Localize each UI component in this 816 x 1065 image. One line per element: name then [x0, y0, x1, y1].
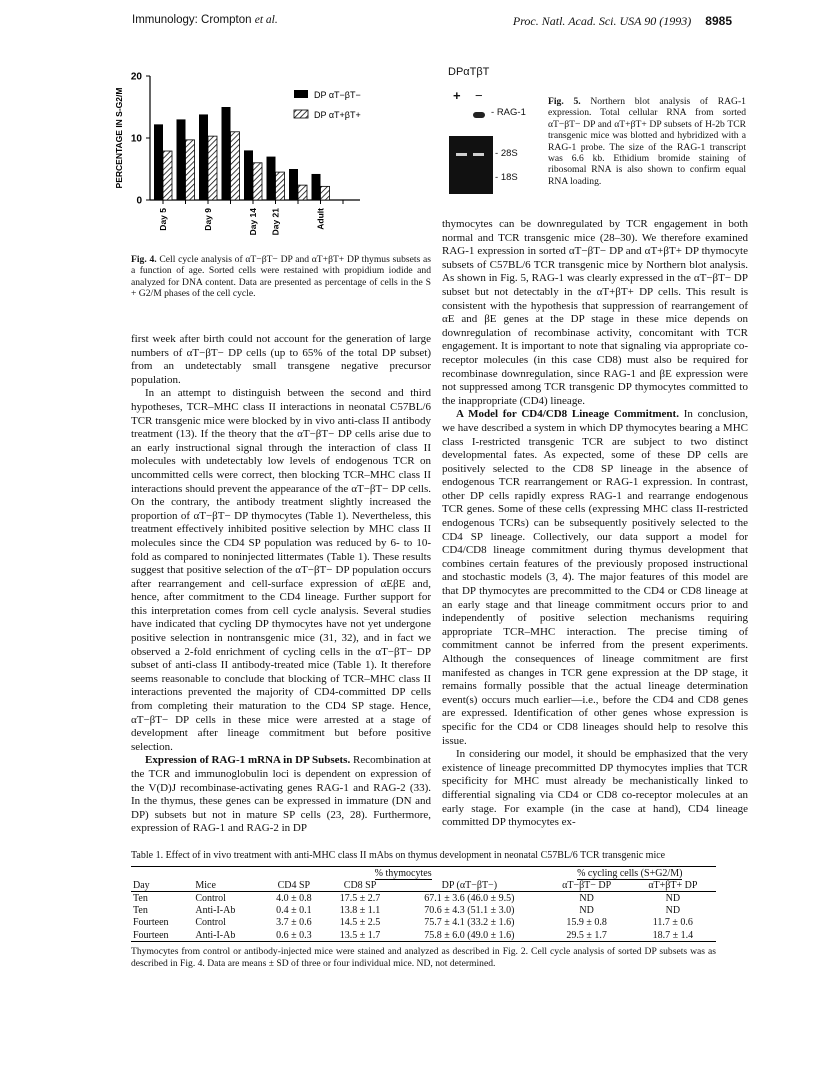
cell: 4.0 ± 0.8: [276, 892, 312, 904]
legend-label-pos: DP αT+βT+: [314, 110, 361, 120]
band-28s-lane1: [456, 153, 467, 156]
bar-dp-neg: [267, 157, 276, 200]
fig4-bar-chart: [112, 62, 442, 254]
cell: 11.7 ± 0.6: [652, 917, 693, 929]
x-tick-label: Adult: [315, 208, 326, 230]
x-tick-label: Day 9: [203, 208, 213, 231]
table-1: [131, 850, 716, 970]
cell: Control: [195, 917, 226, 929]
header-journal: Proc. Natl. Acad. Sci. USA 90 (1993): [512, 14, 692, 28]
cell: Ten: [133, 905, 148, 917]
bar-dp-pos: [186, 140, 195, 200]
left-paragraph-1: first week after birth could not account for the generation of large numbers of αT−βT− DP cells (up to 65% of the total DP subset) from an undetectably small transgene negative precursor population.: [131, 333, 431, 386]
fig5-caption-label: Fig. 5.: [548, 96, 581, 107]
cell: Anti-I-Ab: [195, 905, 236, 917]
legend-label-neg: DP αT−βT−: [314, 90, 361, 100]
cell: ND: [579, 892, 594, 904]
table-1-grid: [131, 866, 716, 942]
cell: Fourteen: [131, 929, 193, 942]
cell: 0.6 ± 0.3: [263, 929, 325, 942]
col-header-mice: Mice: [193, 879, 262, 892]
fig4-legend: [294, 90, 361, 120]
cell: 18.7 ± 1.4: [630, 929, 716, 942]
fig4-caption-label: Fig. 4.: [131, 254, 157, 265]
legend-swatch-neg: [294, 90, 308, 98]
18s-marker: - 18S: [495, 172, 518, 183]
28s-marker: - 28S: [495, 148, 518, 159]
col-header-cd8: CD8 SP: [325, 879, 395, 892]
bar-dp-pos: [321, 186, 330, 200]
cell: 13.5 ± 1.7: [325, 929, 395, 942]
bar-dp-pos: [298, 185, 307, 200]
col-header-cycling-neg: αT−βT− DP: [544, 879, 630, 892]
rag1-marker: - RAG-1: [491, 107, 526, 118]
col-header-cd4: CD4 SP: [263, 879, 325, 892]
table-row: [131, 929, 716, 942]
right-column: [442, 218, 748, 830]
cell: 75.8 ± 6.0 (49.0 ± 1.6): [395, 929, 543, 942]
cell: 0.4 ± 0.1: [276, 905, 312, 917]
cell: 67.1 ± 3.6 (46.0 ± 9.5): [424, 892, 515, 904]
y-tick-label: 20: [130, 71, 142, 83]
cell: Anti-I-Ab: [193, 929, 262, 942]
cell: ND: [579, 905, 594, 917]
bar-dp-neg: [222, 107, 231, 200]
fig4-bars: [154, 107, 330, 200]
cell: 14.5 ± 2.5: [339, 917, 381, 929]
col-header-day: Day: [131, 879, 193, 892]
cell: 3.7 ± 0.6: [276, 917, 312, 929]
y-tick-label: 0: [136, 195, 142, 207]
y-tick-label: 10: [130, 133, 142, 145]
page-number: 8985: [705, 14, 732, 28]
fig5-caption: [548, 96, 746, 187]
col-header-dp: DP (αT−βT−): [395, 879, 543, 892]
fig5-northern-blot: [445, 66, 550, 206]
bar-dp-pos: [231, 132, 240, 200]
left-paragraph-3: [131, 754, 431, 836]
band-28s-lane2: [473, 153, 484, 156]
fig5-lane-minus: −: [475, 88, 483, 103]
cell: 70.6 ± 4.3 (51.1 ± 3.0): [424, 905, 515, 917]
left-paragraph-3-text: Recombination at the TCR and immunoglobulin loci is dependent on expression of the V(D)J recombinase-activating genes RAG-1 and RAG-2 (33). In the thymus, these genes can be expressed in immature (DN and DP) subsets but not in mature SP cells (23, 28). Furthermore, expression of RAG-1 and RAG-2 in DP: [131, 754, 431, 835]
bar-dp-neg: [199, 114, 208, 200]
fig5-lane-plus: +: [453, 88, 461, 103]
right-paragraph-2: [442, 408, 748, 748]
left-column: [131, 333, 431, 836]
ethidium-gel: [449, 136, 493, 194]
header-authors: Immunology: Crompton: [132, 14, 255, 26]
cell: Control: [195, 892, 226, 904]
x-tick-label: Day 5: [158, 208, 168, 231]
col-header-cycling-pos: αT+βT+ DP: [630, 879, 716, 892]
x-tick-label: Day 14: [248, 208, 258, 236]
cell: 15.9 ± 0.8: [566, 917, 607, 929]
28s-label: 28S: [500, 148, 518, 159]
y-axis-label: PERCENTAGE IN S-G2/M: [114, 87, 124, 189]
bar-dp-pos: [276, 172, 285, 200]
right-paragraph-3: In considering our model, it should be emphasized that the very existence of lineage precommitted DP thymocytes implies that TCR specificity for MHC must already be mechanistically linked to differential signaling via CD4 or CD8 co-receptor molecules at an early stage. For example (in the case at hand), CD4 lineage committed DP thymocytes ex-: [442, 748, 748, 829]
table-row: [131, 917, 716, 929]
bar-dp-pos: [253, 163, 262, 200]
right-paragraph-2-text: In conclusion, we have described a system in which DP thymocytes bearing a MHC class I-restricted transgenic TCR are subject to two distinct developmental fates. As expected, some of these DP cells are positively selected to the CD8 SP lineage in the absence of endogenous TCR rearrangement or RAG-1 expression. In contrast, other DP cells rapidly express RAG-1 and rearrange endogenous TCR genes. Some of these cells (expressing MHC class II-restricted endogenous TCRs) can be subsequently positively selected to the CD4 SP lineage. Collectively, our data support a model for CD4/CD8 lineage commitment during thymus development that combines certain features of the previously proposed instructional and stochastic models (3, 4). The major features of this model are that DP thymocytes are precommitted to the CD4 or CD8 lineage at an early stage and that lineage commitment occurs prior to and independently of positive selection mechanisms requiring appropriate TCR–MHC interaction. The precise timing of commitment cannot be inferred from the present experiments. Although the consequences of lineage commitment are first manifested as changes in TCR gene expression at the DP stage, it remains formally possible that the actual lineage determination event(s) occurs much earlier—i.e., before the CD4 and CD8 genes are expressed. Identification of other genes whose expression is specific for the CD4 or CD8 lineages should help to resolve this issue.: [442, 408, 749, 747]
left-paragraph-2: In an attempt to distinguish between the second and third hypotheses, TCR–MHC class II interactions in neonatal C57BL/6 TCR transgenic mice were blocked by in vivo anti-class II antibody treatment (13). If the theory that the αT−βT− DP cells arise due to an early instructional signal through the interaction of class II molecules with undetectably low levels of endogenous TCR on uncommitted cells were correct, then blocking TCR–MHC class II interactions should prevent the appearance of the αT−βT− DP cells. On the contrary, the antibody treatment slightly increased the proportion of αT−βT− DP thymocytes (Table 1). Nevertheless, this treatment effectively inhibited positive selection by MHC class II molecules since the CD4 SP population was reduced by 6- to 10-fold as compared to noninjected littermates (Table 1). These results suggest that positive selection of the αT−βT− DP population occurs after rearrangement and cell-surface expression of αEβE and, hence, after commitment to the CD4 lineage. Further support for this interpretation comes from cell cycle analysis. Several studies have indicated that cycling DP thymocytes have not yet undergone positive selection in nontransgenic mice (31, 32), and in fact we observed a 2-fold enrichment of cycling cells in the αT−βT− DP subset of anti-class II antibody-treated mice (Table 1). It therefore seems reasonable to conclude that blocking of TCR–MHC class II interactions prevented the majority of CD4-committed DP cells from completing their maturation to the CD4 SP stage. Hence, αT−βT− DP cells in these mice were arrested at a stage of development after lineage commitment but before positive selection.: [131, 387, 431, 753]
cell: 17.5 ± 2.7: [339, 892, 381, 904]
table-footnote: Thymocytes from control or antibody-injected mice were stained and analyzed as described in Fig. 2. Cell cycle analysis of sorted DP subsets was as described in Fig. 4. Data are means ± SD of three or four individual mice. ND, not determined.: [131, 946, 716, 969]
cell: Ten: [133, 892, 148, 904]
cell: Fourteen: [133, 917, 169, 929]
rag1-section-heading: Expression of RAG-1 mRNA in DP Subsets.: [145, 754, 351, 767]
fig4-caption-text: Cell cycle analysis of αT−βT− DP and αT+βT+ DP thymus subsets as a function of age. Sorted cells were restained with propidium iodide and analyzed for DNA content. Data are presented as percentage of cells in the S + G2/M phases of the cell cycle.: [131, 254, 431, 300]
cell: ND: [665, 905, 681, 917]
bar-dp-neg: [154, 124, 163, 200]
fig4-caption: [131, 254, 431, 300]
legend-swatch-pos: [294, 110, 308, 118]
group-header-cycling: % cycling cells (S+G2/M): [577, 867, 683, 879]
header-etal: et al.: [254, 14, 278, 26]
table-title: Table 1. Effect of in vivo treatment with anti-MHC class II mAbs on thymus development in neonatal C57BL/6 TCR transgenic mice: [131, 850, 666, 861]
table-header-row: [131, 879, 716, 892]
x-tick-label: Day 21: [270, 208, 281, 236]
rag1-label: RAG-1: [496, 107, 526, 118]
model-section-heading: A Model for CD4/CD8 Lineage Commitment.: [456, 408, 679, 421]
right-paragraph-1: thymocytes can be downregulated by TCR engagement in both normal and TCR transgenic mice (28–30). We therefore examined RAG-1 expression in sorted αT−βT− DP and αT+βT+ DP thymocyte subsets of C57BL/6 TCR transgenic mice by Northern blot analysis. As shown in Fig. 5, RAG-1 was clearly expressed in the αT−βT− DP subset but not detectably in the αT+βT+ DP cells. This result is consistent with the hypothesis that suppression of rearrangement of αE and βE genes at the DP stage in these mice depends on downregulation of recombinase activity, concomitant with TCR engagement. It is important to note that signaling via appropriate co-receptor molecules (in this case CD8) must also be required for recombinase downregulation, since RAG-1 and βE expression were not suppressed among TCR transgenic DP thymocytes committed to the inappropriate (CD4) lineage.: [442, 218, 748, 407]
fig5-caption-text: Northern blot analysis of RAG-1 expression. Total cellular RNA from sorted αT−βT− DP and αT+βT+ DP subsets of H-2b TCR transgenic mice was blotted and hybridized with a RAG-1 probe. The size of the RAG-1 transcript was 6.6 kb. Ethidium bromide staining of ribosomal RNA is also shown to confirm equal RNA loading.: [548, 96, 746, 187]
bar-dp-neg: [244, 150, 253, 200]
bar-dp-neg: [312, 174, 321, 200]
table-row: [131, 892, 716, 905]
bar-dp-pos: [208, 136, 217, 200]
table-row: [131, 905, 716, 917]
bar-dp-pos: [163, 151, 172, 200]
bar-dp-neg: [289, 169, 298, 200]
cell: 75.7 ± 4.1 (33.2 ± 1.6): [424, 917, 515, 929]
fig5-panel-title: DPαTβT: [448, 66, 490, 78]
cell: ND: [665, 892, 681, 904]
bar-dp-neg: [177, 119, 186, 200]
running-header-right: [513, 14, 732, 29]
cell: 13.8 ± 1.1: [339, 905, 381, 917]
group-header-thymocytes: % thymocytes: [374, 867, 432, 879]
cell: 29.5 ± 1.7: [544, 929, 630, 942]
rag1-band: [473, 112, 485, 118]
running-header-left: [132, 14, 278, 26]
18s-label: 18S: [500, 172, 518, 183]
